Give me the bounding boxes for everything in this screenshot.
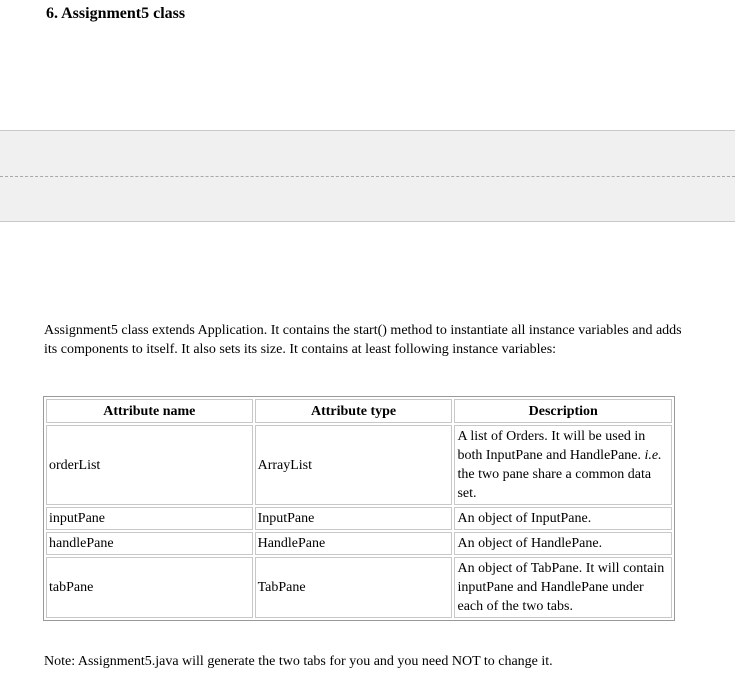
table-row (46, 532, 672, 555)
attribute-name-cell: handlePane (46, 532, 253, 555)
attribute-type-cell: HandlePane (255, 532, 453, 555)
header-attribute-name: Attribute name (46, 399, 253, 423)
attribute-name-cell: inputPane (46, 507, 253, 530)
page-break-band (0, 130, 735, 222)
page-break-dashed-line (0, 176, 735, 177)
header-attribute-type: Attribute type (255, 399, 453, 423)
note-paragraph: Note: Assignment5.java will generate the two tabs for you and you need NOT to change it. (44, 654, 553, 669)
attribute-type-cell: ArrayList (255, 425, 453, 505)
intro-paragraph: Assignment5 class extends Application. It contains the start() method to instantiate all instance variables and adds its components to itself. It also sets its size. It contains at least following instance variables: (44, 323, 682, 357)
description-cell: An object of InputPane. (454, 507, 672, 530)
attributes-table (43, 396, 675, 621)
table-header-row (46, 399, 672, 423)
description-cell: An object of TabPane. It will contain inputPane and HandlePane under each of the two tabs. (454, 557, 672, 618)
section-heading: 6. Assignment5 class (46, 5, 186, 22)
attribute-type-cell: TabPane (255, 557, 453, 618)
header-description: Description (454, 399, 672, 423)
description-cell: A list of Orders. It will be used in both InputPane and HandlePane. i.e. the two pane share a common data set. (454, 425, 672, 505)
attribute-type-cell: InputPane (255, 507, 453, 530)
attribute-name-cell: tabPane (46, 557, 253, 618)
attribute-name-cell: orderList (46, 425, 253, 505)
table-row (46, 557, 672, 618)
table-row (46, 507, 672, 530)
table-row (46, 425, 672, 505)
description-cell: An object of HandlePane. (454, 532, 672, 555)
